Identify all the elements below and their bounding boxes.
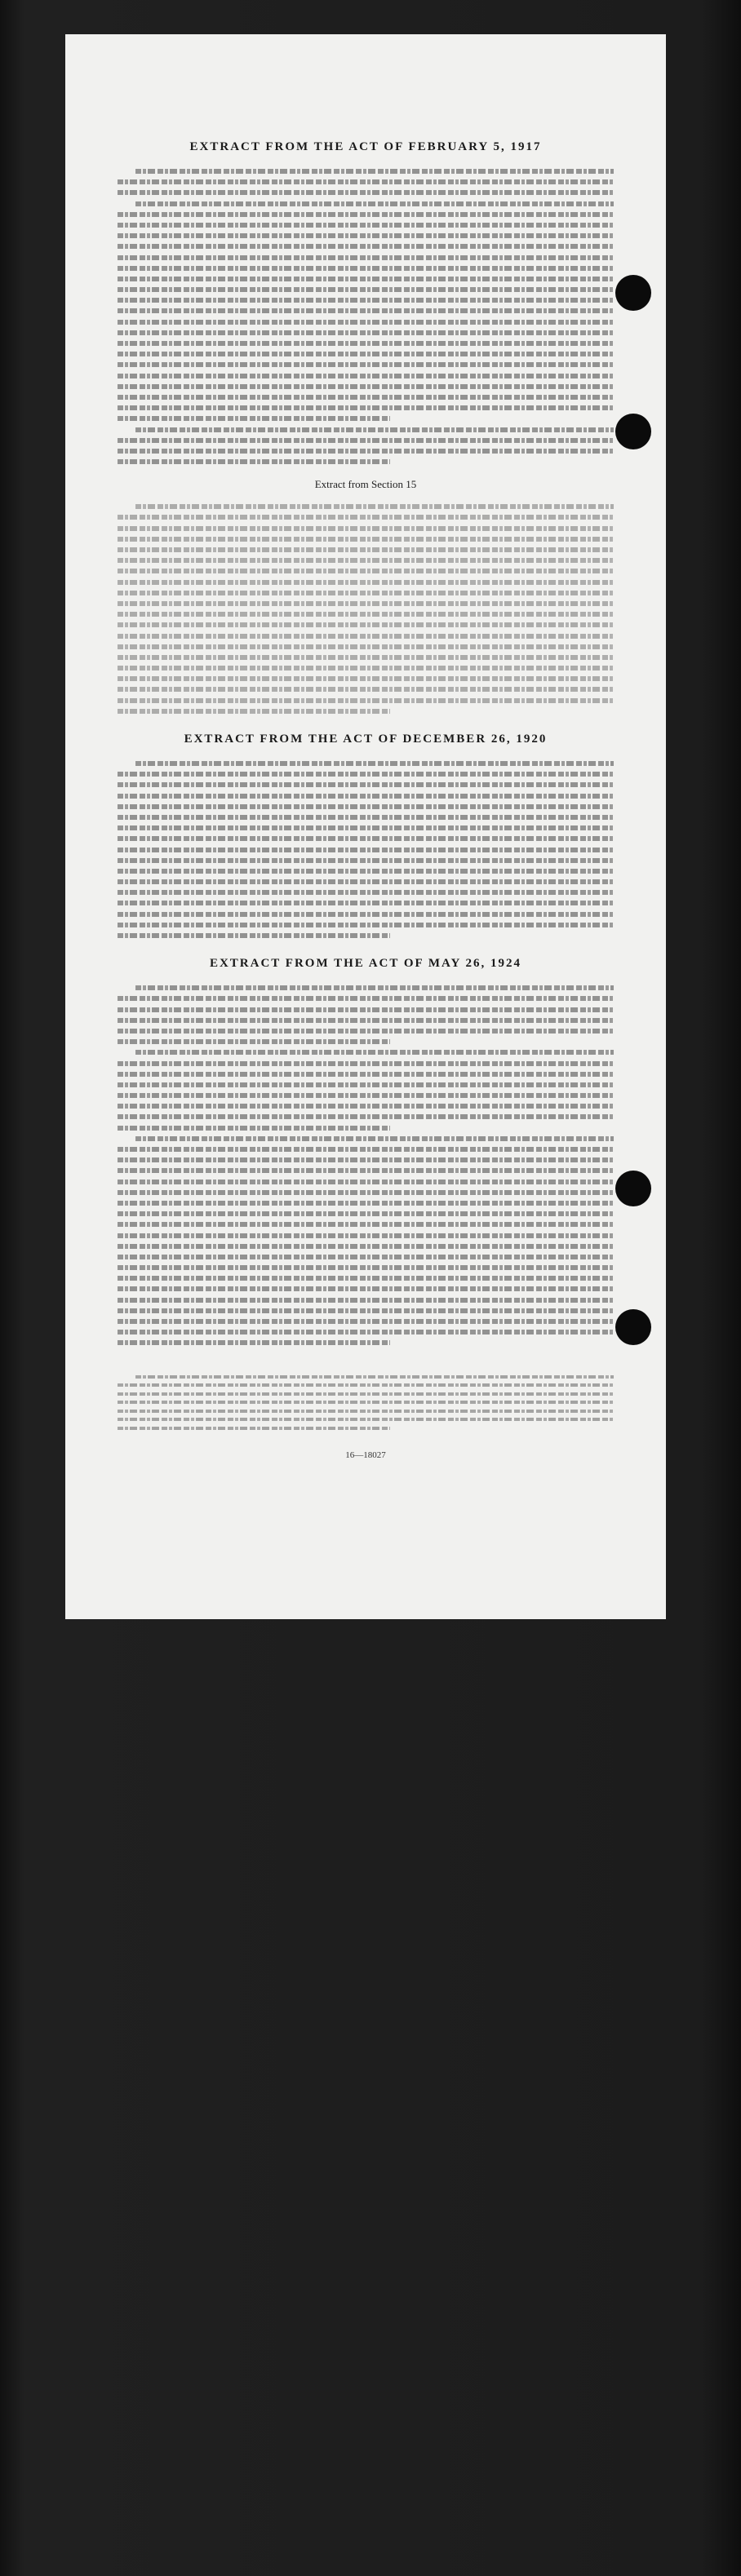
punch-hole bbox=[615, 1309, 651, 1345]
section-heading: EXTRACT FROM THE ACT OF FEBRUARY 5, 1917 bbox=[189, 140, 542, 153]
paragraph-text bbox=[118, 501, 614, 716]
document-number: 16—18027 bbox=[345, 1450, 386, 1461]
document-page bbox=[65, 34, 666, 1619]
punch-hole bbox=[615, 1171, 651, 1206]
punch-hole bbox=[615, 414, 651, 449]
footnote-text bbox=[118, 1373, 614, 1433]
section-heading: EXTRACT FROM THE ACT OF MAY 26, 1924 bbox=[209, 957, 522, 971]
paragraph-text bbox=[118, 166, 614, 467]
section-subheading: Extract from Section 15 bbox=[314, 478, 417, 491]
paragraph-text bbox=[118, 982, 614, 1348]
paragraph-text bbox=[118, 758, 614, 941]
punch-hole bbox=[615, 275, 651, 311]
section-heading: EXTRACT FROM THE ACT OF DECEMBER 26, 1920 bbox=[184, 733, 548, 746]
